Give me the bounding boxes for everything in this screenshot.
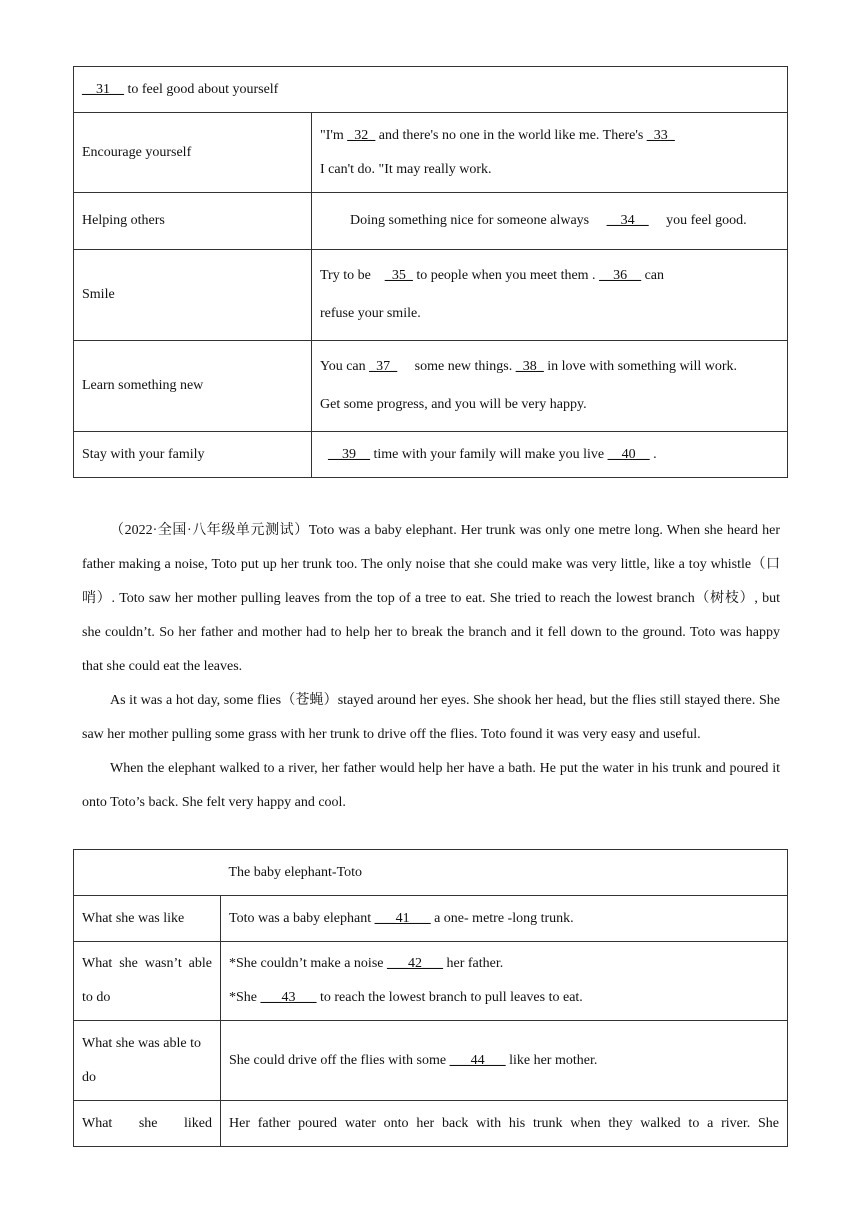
blank-44: ___44___: [449, 1052, 506, 1068]
row-label: Learn something new: [74, 341, 312, 432]
blank-37: _37_: [369, 359, 398, 374]
row-label: What she was like: [74, 896, 221, 942]
blank-31: __31__: [82, 81, 124, 97]
row-content: She could drive off the flies with some ___44___ like her mother.: [221, 1021, 788, 1101]
blank-38: _38_: [515, 359, 544, 374]
row-content: *She couldn’t make a noise ___42___ her father. *She ___43___ to reach the lowest branch to pull leaves to eat.: [221, 942, 788, 1021]
row-content: Doing something nice for someone always __34__ you feel good.: [312, 193, 788, 250]
blank-32: _32_: [347, 127, 376, 143]
table-title: The baby elephant-Toto: [221, 850, 788, 896]
row-label: What she was able to do: [74, 1021, 221, 1101]
blank-42: ___42___: [387, 956, 443, 971]
blank-34: __34__: [606, 213, 649, 228]
passage-paragraph: As it was a hot day, some flies（苍蝇）stayed around her eyes. She shook her head, but the flies still stayed there. She saw her mother pulling some grass with her trunk to drive off the flies. Toto found it was very easy and useful.: [82, 693, 780, 742]
blank-36: __36__: [599, 268, 642, 283]
row-label: What she wasn’t able to do: [74, 942, 221, 1021]
row-content: Try to be _35_ to people when you meet them . __36__ can refuse your smile.: [312, 250, 788, 341]
table-baby-elephant: [73, 849, 788, 1147]
blank-43: ___43___: [260, 990, 317, 1005]
row-content: Her father poured water onto her back with his trunk when they walked to a river. She: [221, 1101, 788, 1147]
blank-35: _35_: [384, 268, 413, 283]
row-content: You can _37_ some new things. _38_ in love with something will work. Get some progress, and you will be very happy.: [312, 341, 788, 432]
table-feel-good: [73, 66, 788, 478]
blank-41: ___41___: [374, 910, 431, 926]
blank-33: _33_: [646, 127, 675, 143]
table-header-row: [74, 67, 788, 113]
row-label: Helping others: [74, 193, 312, 250]
row-content: __39__ time with your family will make you live __40__ .: [312, 432, 788, 478]
blank-39: __39__: [328, 446, 370, 462]
reading-passage: [82, 514, 780, 820]
blank-40: __40__: [607, 446, 650, 462]
row-content: "I'm _32_ and there's no one in the world like me. There's _33_ I can't do. "It may really work.: [312, 113, 788, 193]
row-label: Encourage yourself: [74, 113, 312, 193]
row-content: Toto was a baby elephant ___41___ a one- metre -long trunk.: [221, 896, 788, 942]
row-label: Smile: [74, 250, 312, 341]
passage-paragraph: （2022·全国·八年级单元测试）Toto was a baby elephant. Her trunk was only one metre long. When she heard her father making a noise, Toto put up her trunk too. The only noise that she could make was very little, like a toy whistle（口哨）. Toto saw her mother pulling leaves from the top of a tree to eat. She tried to reach the lowest branch（树枝）, but she couldn’t. So her father and mother had to help her to break the branch and it fell down to the ground. Toto was happy that she could eat the leaves.: [82, 523, 780, 674]
header-text: to feel good about yourself: [124, 81, 279, 97]
passage-paragraph: When the elephant walked to a river, her father would help her have a bath. He put the water in his trunk and poured it onto Toto’s back. She felt very happy and cool.: [82, 761, 780, 810]
row-label: What she liked: [74, 1101, 221, 1147]
row-label: Stay with your family: [74, 432, 312, 478]
